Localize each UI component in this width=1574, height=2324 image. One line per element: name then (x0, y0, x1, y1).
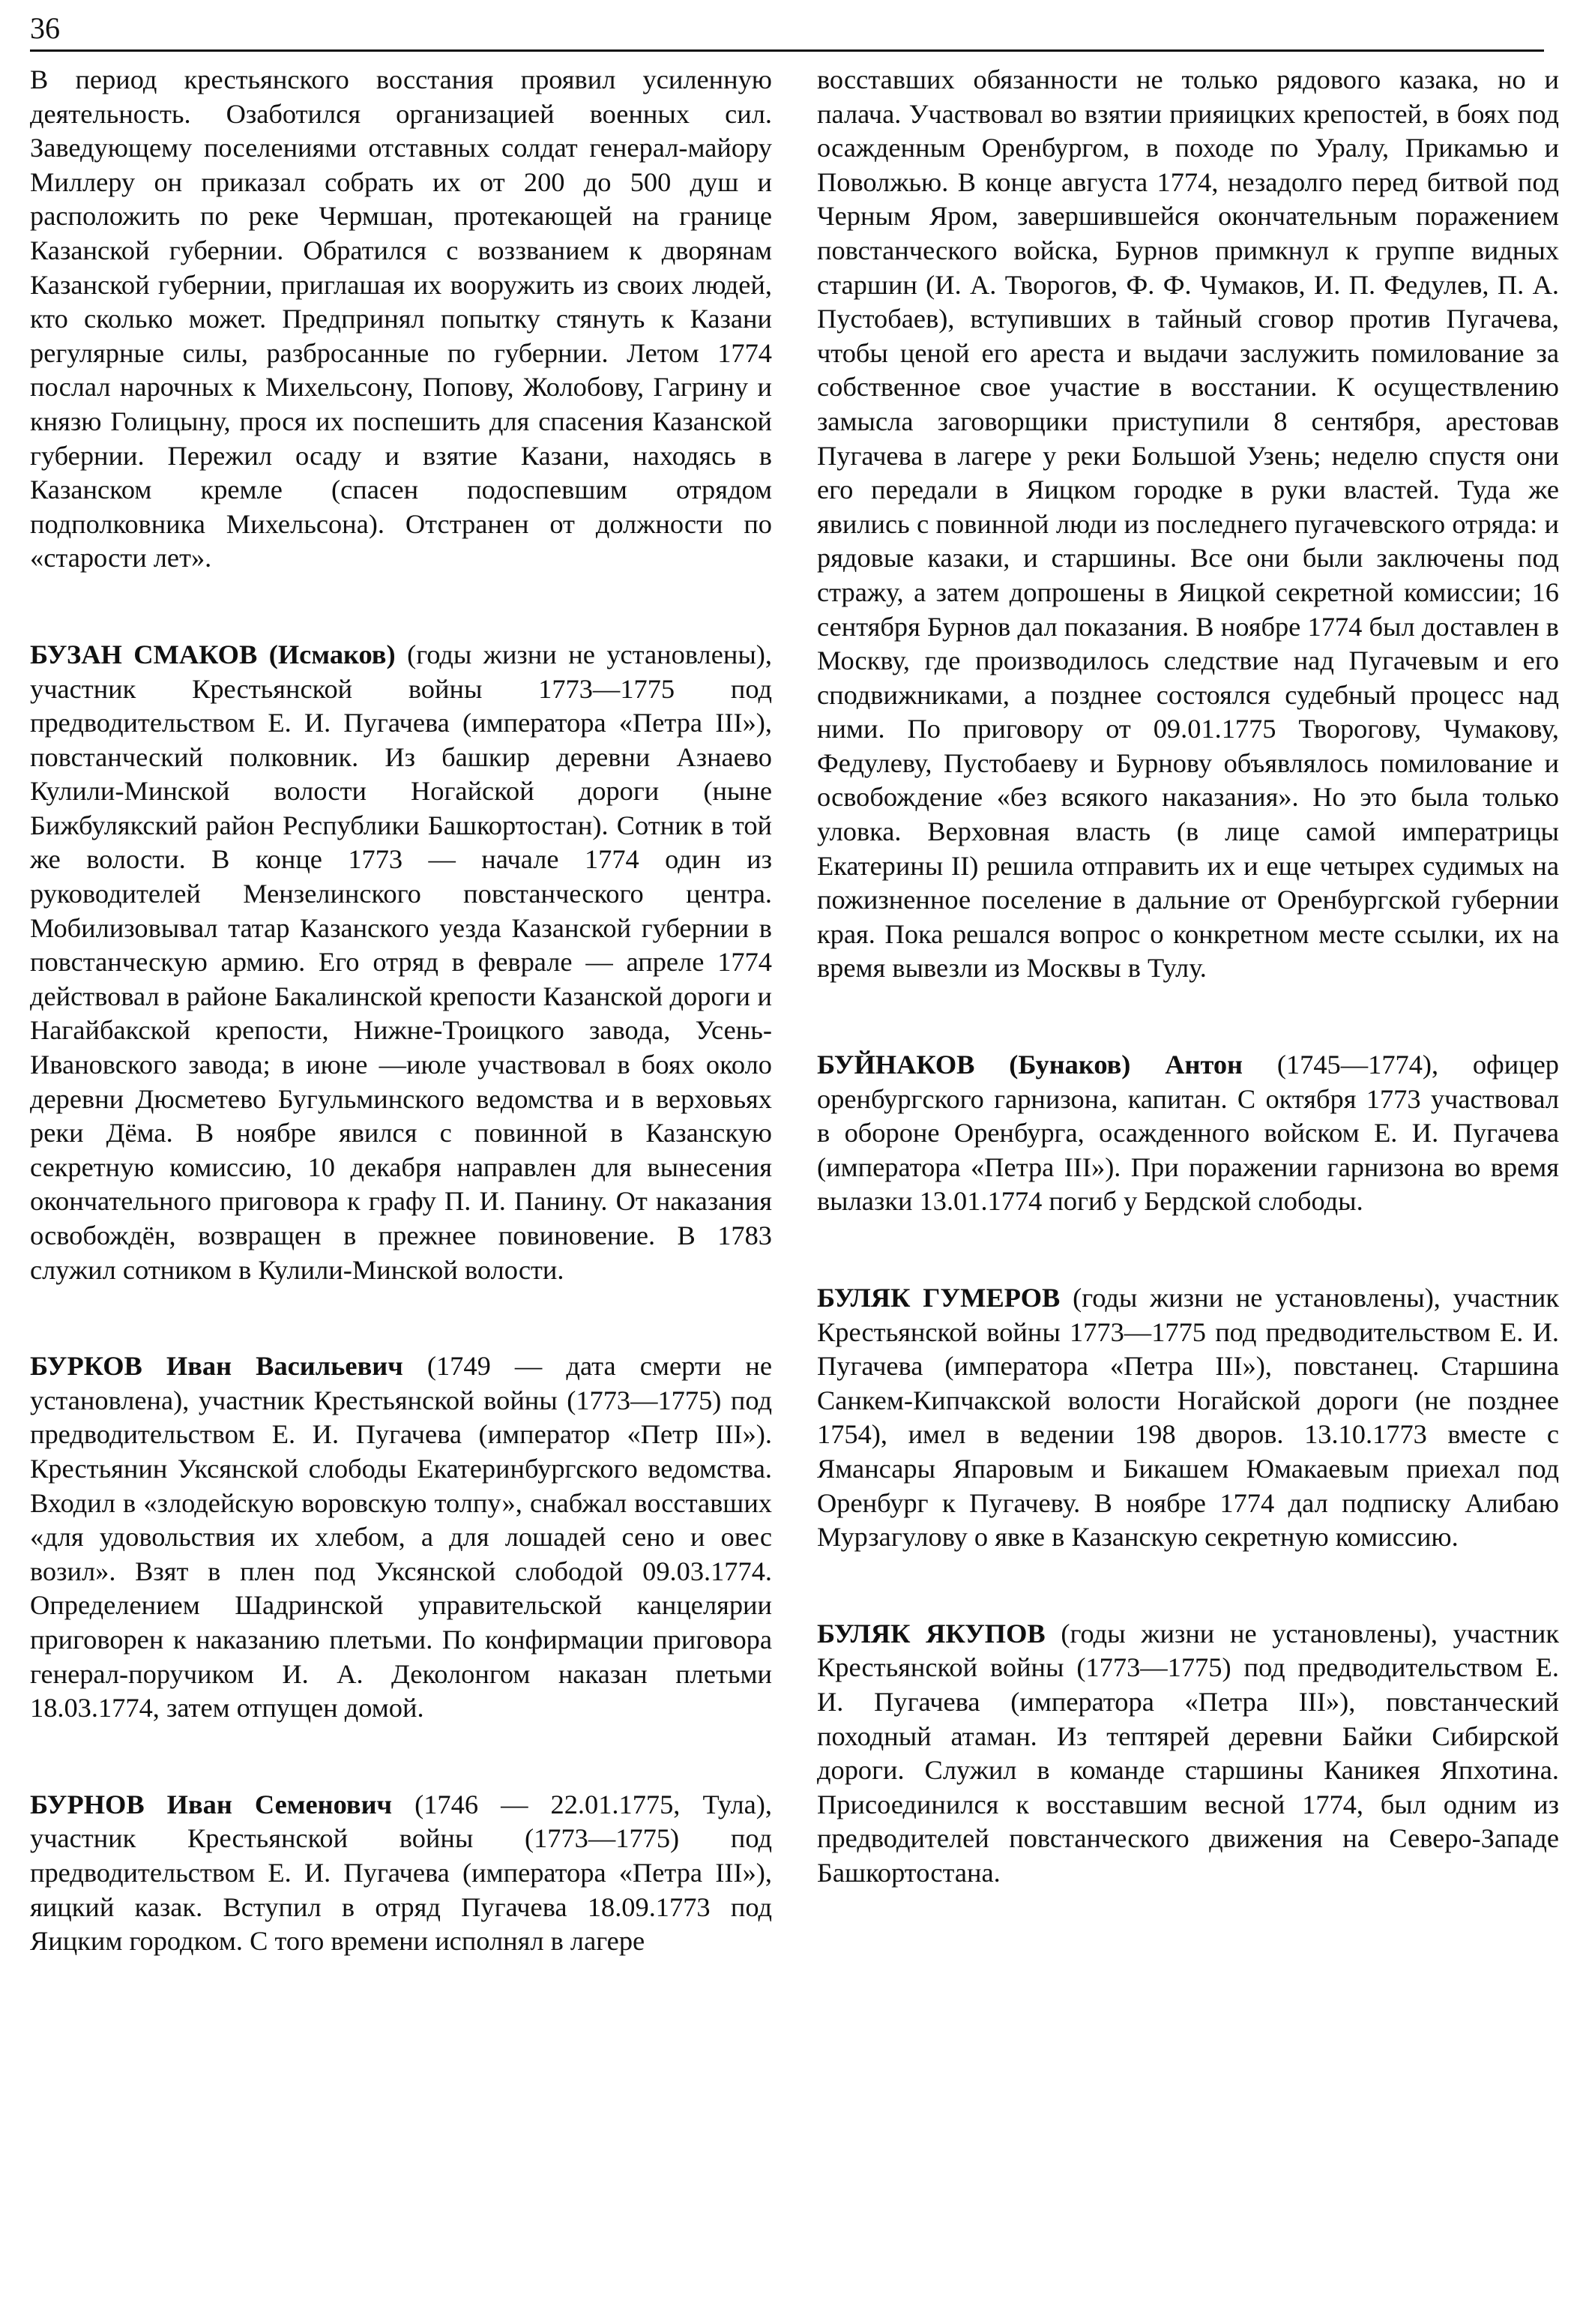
entry-text: (годы жизни не установлены), участник Крестьянской войны 1773—1775 под предводительством Е. И. Пугачева (императора «Петра III»), повстанческий полковник. Из башкир деревни Азнаево Кулили-Минской волости Ногайской дороги (ныне Бижбулякский район Республики Башкортостан). Сотник в той же волости. В конце 1773 — начале 1774 один из руководителей Мензелинского повстанческого центра. Мобилизовывал татар Казанского уезда Казанской губернии в повстанческую армию. Его отряд в феврале — апреле 1774 действовал в районе Бакалинской крепости Казанской дороги и Нагайбакской крепости, Нижне-Троицкого завода, Усень-Ивановского завода; в июне —июле участвовал в боях около деревни Дюсметево Бугульминского ведомства и в верховьях реки Дёма. В ноябре явился с повинной в Казанскую секретную комиссию, 10 декабря направлен для вынесения окончательного приговора к графу П. И. Панину. От наказания освобождён, возвращен в прежнее повиновение. В 1783 служил сотником в Кулили-Минской волости. (30, 639, 772, 1285)
entry-headword: БУРНОВ Иван Семенович (30, 1789, 393, 1819)
entry-text: (годы жизни не установлены), участник Крестьянской войны 1773—1775 под предводительством Е. И. Пугачева (императора «Петра III»), повстанец. Старшина Санкем-Кипчакской волости Ногайской дороги (не позднее 1754), имел в ведении 198 дворов. 13.10.1773 вместе с Ямансары Япаровым и Бикашем Юмакаевым приехал под Оренбург к Пугачеву. В ноябре 1774 дал подписку Алибаю Мурзагулову о явке в Казанскую секретную комиссию. (817, 1283, 1560, 1553)
entry-headword: БУРКОВ Иван Васильевич (30, 1351, 403, 1382)
entry-headword: БУЛЯК ЯКУПОВ (817, 1618, 1046, 1649)
entry-text: (1746 — 22.01.1775, Тула), участник Крестьянской войны (1773—1775) под предводительством Е. И. Пугачева (императора «Петра III»), яицкий казак. Вступил в отряд Пугачева 18.09.1773 под Яицким городком. С того времени исполнял в лагере (30, 1789, 772, 1957)
entry-text: (1745—1774), офицер оренбургского гарнизона, капитан. С октября 1773 участвовал в обороне Оренбурга, осажденного войском Е. И. Пугачева (императора «Петра III»). При поражении гарнизона во время вылазки 13.01.1774 погиб у Бердской слободы. (817, 1050, 1559, 1217)
left-column (30, 63, 772, 1959)
header-rule (30, 49, 1544, 52)
right-column (817, 63, 1559, 1891)
entry-burkov (30, 1349, 772, 1726)
entry-burnov (30, 1788, 772, 1959)
entry-bulyak-yakupov (817, 1617, 1559, 1891)
continuation-paragraph: восставших обязанности не только рядового казака, но и палача. Участвовал во взятии прияицких крепостей, в боях под осажденным Оренбургом, в походе по Уралу, Прикамью и Поволжью. В конце августа 1774, незадолго перед битвой под Черным Яром, завершившейся окончательным поражением повстанческого войска, Бурнов примкнул к группе видных старшин (И. А. Творогов, Ф. Ф. Чумаков, И. П. Федулев, П. А. Пустобаев), вступивших в тайный сговор против Пугачева, чтобы ценой его ареста и выдачи заслужить помилование за собственное свое участие в восстании. К осуществлению замысла заговорщики приступили 8 сентября, арестовав Пугачева в лагере у реки Большой Узень; неделю спустя они его передали в Яицком городке в руки властей. Туда же явились с повинной люди из последнего пугачевского отряда: и рядовые казаки, и старшины. Все они были заключены под стражу, а затем допрошены в Яицкой секретной комиссии; 16 сентября Бурнов дал показания. В ноябре 1774 был доставлен в Москву, где производилось следствие над Пугачевым и его сподвижниками, а позднее состоялся судебный процесс над ними. По приговору от 09.01.1775 Творогову, Чумакову, Федулеву, Пустобаеву и Бурнову объявлялось помилование и освобождение «без всякого наказания». Но это была только уловка. Верховная власть (в лице самой императрицы Екатерины II) решила отправить их и еще четырех судимых на пожизненное поселение в дальние от Оренбургской губернии края. Пока решался вопрос о конкретном месте ссылки, их на время вывезли из Москвы в Тулу. (817, 64, 1559, 984)
entry-headword: БУЛЯК ГУМЕРОВ (817, 1283, 1061, 1313)
entry-text: (1749 — дата смерти не установлена), участник Крестьянской войны (1773—1775) под предводительством Е. И. Пугачева (император «Петр III»). Крестьянин Уксянской слободы Екатеринбургского ведомства. Входил в «злодейскую воровскую толпу», снабжал восставших «для удовольствия их хлебом, а для лошадей сено и овес возил». Взят в плен под Уксянской слободой 09.03.1774. Определением Шадринской управительской канцелярии приговорен к наказанию плетьми. По конфирмации приговора генерал-поручиком И. А. Деколонгом наказан плетьми 18.03.1774, затем отпущен домой. (30, 1351, 772, 1724)
entry-buzan-smakov (30, 638, 772, 1287)
entry-bulyak-gumerov (817, 1281, 1559, 1555)
entry-text: (годы жизни не установлены), участник Крестьянской войны (1773—1775) под предводительством Е. И. Пугачева (императора «Петра III»), повстанческий походный атаман. Из тептярей деревни Байки Сибирской дороги. Служил в команде старшины Каникея Япхотина. Присоединился к восставшим весной 1774, был одним из предводителей повстанческого движения на Северо-Западе Башкортостана. (817, 1618, 1559, 1888)
entry-headword: БУЙНАКОВ (Бунаков) Антон (817, 1050, 1243, 1080)
continuation-paragraph: В период крестьянского восстания проявил усиленную деятельность. Озаботился организацией военных сил. Заведующему поселениями отставных солдат генерал-майору Миллеру он приказал собрать их от 200 до 500 душ и расположить по реке Чермшан, протекающей на границе Казанской губернии. Обратился с воззванием к дворянам Казанской губернии, приглашая их вооружить из своих людей, кто сколько может. Предпринял попытку стянуть к Казани регулярные силы, разбросанные по губернии. Летом 1774 послал нарочных к Михельсону, Попову, Жолобову, Гагрину и князю Голицыну, прося их поспешить для спасения Казанской губернии. Пережил осаду и взятие Казани, находясь в Казанском кремле (спасен подоспевшим отрядом подполковника Михельсона). Отстранен от должности по «старости лет». (30, 64, 772, 574)
entry-headword: БУЗАН СМАКОВ (Исмаков) (30, 639, 396, 669)
entry-buynakov (817, 1048, 1559, 1219)
page-number: 36 (30, 11, 60, 45)
